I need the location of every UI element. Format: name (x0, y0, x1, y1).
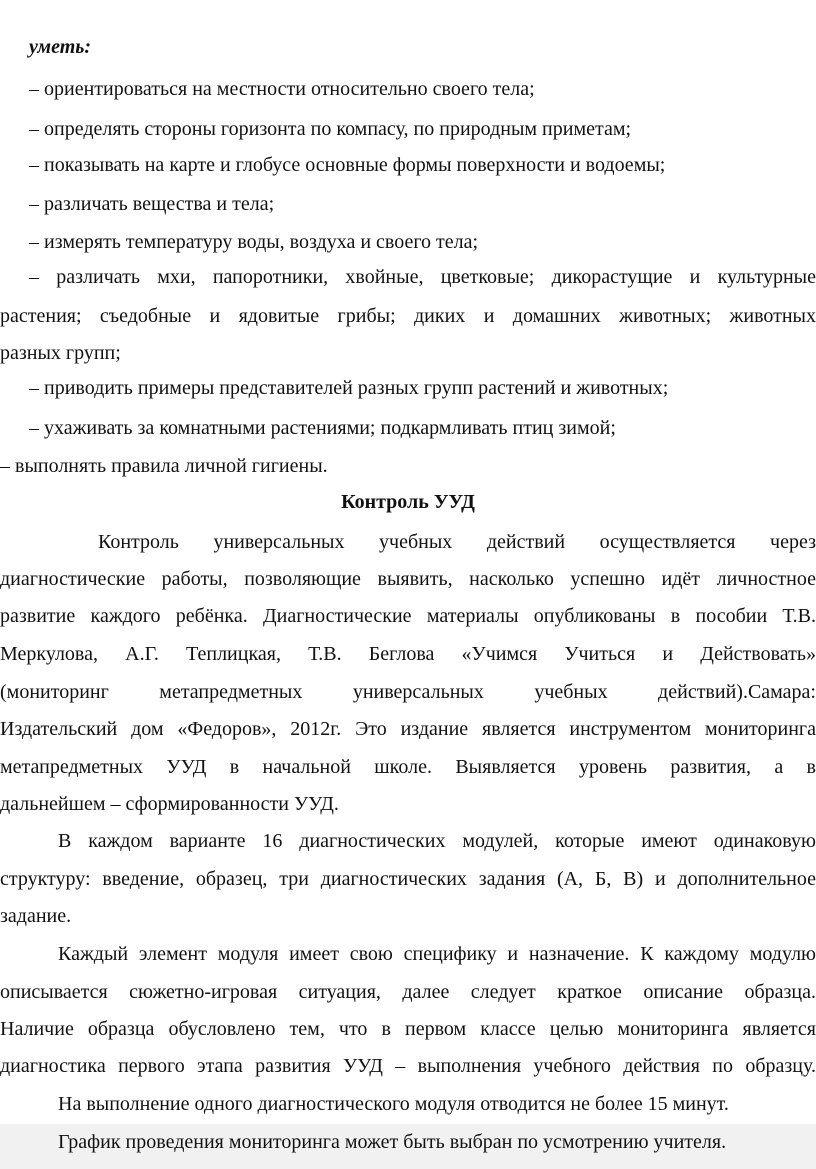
list-item: – определять стороны горизонта по компасу, по природным приметам; (29, 118, 632, 140)
paragraph-line: задание. (0, 905, 72, 927)
list-item: – измерять температуру воды, воздуха и своего тела; (29, 231, 479, 253)
paragraph-line: Контроль универсальных учебных действий осуществляется через (98, 531, 816, 553)
paragraph-line: метапредметных УУД в начальной школе. Выявляется уровень развития, а в (0, 756, 816, 778)
paragraph-line: В каждом варианте 16 диагностических модулей, которые имеют одинаковую (58, 830, 816, 852)
paragraph-line: (мониторинг метапредметных универсальных учебных действий).Самара: (0, 681, 816, 703)
list-item: – приводить примеры представителей разных групп растений и животных; (29, 377, 669, 399)
list-item: – показывать на карте и глобусе основные формы поверхности и водоемы; (29, 154, 666, 176)
list-item-line: – различать мхи, папоротники, хвойные, цветковые; дикорастущие и культурные (29, 266, 816, 288)
list-item: – выполнять правила личной гигиены. (0, 455, 328, 477)
paragraph-line: На выполнение одного диагностического модуля отводится не более 15 минут. (58, 1093, 729, 1115)
paragraph-line: Издательский дом «Федоров», 2012г. Это издание является инструментом мониторинга (0, 718, 816, 740)
list-item: – ориентироваться на местности относительно своего тела; (29, 78, 535, 100)
list-item: – ухаживать за комнатными растениями; подкармливать птиц зимой; (29, 417, 616, 439)
paragraph-line: дальнейшем – сформированности УУД. (0, 793, 339, 815)
skills-label: уметь: (29, 36, 92, 58)
paragraph-line: структуру: введение, образец, три диагностических задания (А, Б, В) и дополнительное (0, 868, 816, 890)
paragraph-line: описывается сюжетно-игровая ситуация, далее следует краткое описание образца. (0, 981, 816, 1003)
paragraph-line: диагностические работы, позволяющие выявить, насколько успешно идёт личностное (0, 568, 816, 590)
paragraph-line: диагностика первого этапа развития УУД – выполнения учебного действия по образцу. (0, 1055, 816, 1077)
list-item-line: растения; съедобные и ядовитые грибы; диких и домашних животных; животных (0, 305, 816, 327)
list-item: – различать вещества и тела; (29, 193, 275, 215)
section-title: Контроль УУД (341, 491, 475, 513)
paragraph-line: Меркулова, А.Г. Теплицкая, Т.В. Беглова «Учимся Учиться и Действовать» (0, 643, 816, 665)
paragraph-line: развитие каждого ребёнка. Диагностические материалы опубликованы в пособии Т.В. (0, 605, 816, 627)
list-item-line: разных групп; (0, 342, 121, 364)
paragraph-line: График проведения мониторинга может быть выбран по усмотрению учителя. (58, 1131, 727, 1153)
paragraph-line: Каждый элемент модуля имеет свою специфику и назначение. К каждому модулю (58, 943, 816, 965)
paragraph-line: Наличие образца обусловлено тем, что в первом классе целью мониторинга является (0, 1018, 816, 1040)
